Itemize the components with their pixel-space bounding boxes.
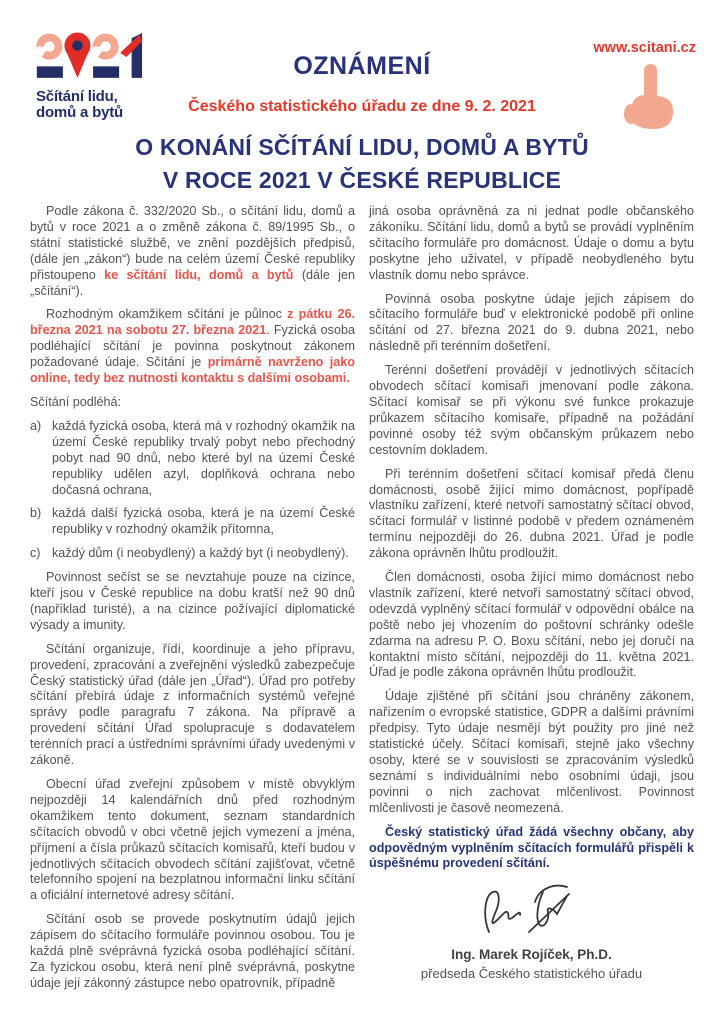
text-segment: Člen domácnosti, osoba žijící mimo domácnost nebo vlastník zařízení, které netvoří samostatný sčítací obvod, odevzdá vyplněný sčítací formulář v odpovědní obálce na poště nebo jej vhozením do poštovní schránky odešle zdarma na adresu P. O. Boxu sčítání, nebo jej doručí na kontaktní místo sčítání, nejpozději do 11. května 2021. Úřad je podle zákona oprávněn lhůtu prodloužit. [369, 570, 694, 680]
text-segment: Povinná osoba poskytne údaje jejich zápisem do sčítacího formuláře buď v elektronické podobě při online sčítání od 27. března 2021 do 9. dubna 2021, nebo následně při terénním došetření. [369, 291, 694, 354]
list-item-text [52, 506, 355, 538]
list-item [30, 506, 355, 538]
list-item [30, 419, 355, 499]
right-column [369, 204, 694, 1000]
highlighted-text: primárně navrženo jako online, tedy bez nutnosti kontaktu s dalšími osobami. [30, 355, 355, 386]
list-marker: a) [30, 418, 42, 433]
signature-block [369, 880, 694, 982]
list-item-text [52, 419, 355, 499]
paragraph [30, 307, 355, 387]
text-segment: každý dům (i neobydlený) a každý byt (i neobydlený). [52, 546, 349, 561]
paragraph [30, 570, 355, 634]
left-column [30, 204, 355, 1000]
paragraph [369, 292, 694, 356]
text-segment: jiná osoba oprávněná za ni jednat podle občanského zákoníku. Sčítání lidu, domů a bytů se provádí vyplněním sčítacího formuláře pro domácnost. Údaje o domu a bytu poskytne jeho uživatel, v případě neobydleného bytu vlastník domu nebo správce. [369, 204, 694, 282]
paragraph [30, 777, 355, 904]
highlighted-text: z pátku 26. března 2021 na sobotu 27. března 2021 [30, 307, 356, 338]
paragraph [30, 912, 355, 992]
text-segment: Český statistický úřad žádá všechny občany, aby odpovědným vyplněním sčítacích formulářů přispěli k úspěšnému provedení sčítání. [369, 824, 694, 871]
paragraph [30, 395, 355, 411]
text-segment: Rozhodným okamžikem sčítání je půlnoc [46, 307, 288, 322]
list-marker: c) [30, 546, 41, 561]
paragraph [369, 467, 694, 562]
text-segment: Údaje zjištěné při sčítání jsou chráněny zákonem, nařízením o evropské statistice, GDPR a dalšími právními předpisy. Tyto údaje nesmějí být použity pro jiné než statistické účely. Sčítací komisaři, stejně jako všechny osoby, které se v souvislosti se zpracováním výsledků seznámí s individuálními nebo osobními údaji, jsou povinni o nich zachovat mlčenlivost. Povinnost mlčenlivosti je časově neomezená. [369, 689, 694, 815]
list-marker: b) [30, 506, 42, 521]
text-segment: Obecní úřad zveřejní způsobem v místě obvyklým nejpozději 14 kalendářních dnů před rozhodným okamžikem tento dokument, seznam standardních sčítacích obvodů v obci včetně jejich vymezení a jména, příjmení a čísla průkazů sčítacích komisařů, kteří budou v jednotlivých sčítacích obvodech sčítání zajišťovat, včetně telefonního spojení na bezplatnou informační linku sčítání a oficiální internetové adresy sčítání. [30, 777, 355, 903]
text-segment: Sčítání osob se provede poskytnutím údajů jejich zápisem do sčítacího formuláře povinnou osobou. Tou je každá plně svéprávná fyzická osoba podléhající sčítání. Za fyzickou osobu, která není plně svéprávná, poskytne údaje její zákonný zástupce nebo opatrovník, případně [30, 912, 355, 990]
signatory-name: Ing. Marek Rojíček, Ph.D. [451, 947, 612, 963]
closing-appeal-paragraph [369, 825, 694, 873]
list-item [30, 546, 355, 562]
paragraph [369, 363, 694, 458]
paragraph [369, 689, 694, 816]
text-segment: Terénní došetření provádějí v jednotlivých sčítacích obvodech sčítací komisaři jmenovaní podle zákona. Sčítací komisař se při výkonu své funkce prokazuje průkazem sčítacího komisaře, případně na požádání povinné osoby též svým občanským průkazem nebo cestovním dokladem. [369, 363, 694, 457]
website-link[interactable]: www.scitani.cz [593, 40, 696, 56]
text-segment: Sčítání podléhá: [30, 394, 122, 409]
logo-caption-line1: Sčítání lidu, [36, 88, 118, 105]
main-heading-line1: O KONÁNÍ SČÍTÁNÍ LIDU, DOMŮ A BYTŮ [135, 134, 589, 160]
text-segment: každá fyzická osoba, která má v rozhodný okamžik na území České republiky trvalý pobyt nebo přechodný pobyt nad 90 dnů, nebo které byl na území České republiky udělen azyl, doplňková ochrana nebo dočasná ochrana, [52, 418, 355, 497]
paragraph [30, 642, 355, 769]
page-subtitle: Českého statistického úřadu ze dne 9. 2. 2021 [188, 98, 536, 115]
document-body [30, 204, 694, 1000]
highlighted-text: ke sčítání lidu, domů a bytů [104, 267, 294, 282]
page-title: OZNÁMENÍ [293, 52, 431, 80]
text-segment: Podle zákona č. 332/2020 Sb., o sčítání lidu, domů a bytů v roce 2021 a o změně zákona č. 89/1995 Sb., o státní statistické službě, ve znění pozdějších předpisů, (dále jen „zákon“) bude na celém území České republiky přistoupeno [30, 204, 355, 282]
paragraph [369, 204, 694, 284]
text-segment: Povinnost sečíst se se nevztahuje pouze na cizince, kteří jsou v České republice na dobu kratší než 90 dnů (například turisté), a na cizince požívající diplomatické výsady a imunity. [30, 570, 355, 632]
list-item-text [52, 546, 355, 562]
main-heading-line2: V ROCE 2021 V ČESKÉ REPUBLICE [162, 167, 562, 193]
right-column-text [369, 204, 694, 872]
paragraph [30, 204, 355, 299]
text-segment: . Fyzická osoba podléhající sčítání je povinna poskytnout zákonem požadované údaje. Sčítání je [30, 323, 355, 370]
text-segment: Při terénním došetření sčítací komisař předá členu domácnosti, osobě žijící mimo domácnost, popřípadě vlastníku zařízení, které netvoří samostatný sčítací obvod, sčítací formulář v listinné podobě v předem oznámeném termínu nejpozději do 26. dubna 2021. Úřad je podle zákona oprávněn lhůtu prodloužit. [369, 466, 694, 561]
signature-icon [457, 880, 607, 940]
paragraph [369, 570, 694, 681]
text-segment: každá další fyzická osoba, která je na území České republiky v rozhodný okamžik přítomna, [52, 506, 355, 537]
signatory-title: předseda Českého statistického úřadu [420, 966, 643, 982]
logo-caption-line2: domů a bytů [36, 104, 123, 121]
text-segment: Sčítání organizuje, řídí, koordinuje a jeho přípravu, provedení, zpracování a zveřejnění výsledků zabezpečuje Český statistický úřad (dále jen „Úřad“). Úřad pro potřeby sčítání přebírá údaje z informačních systémů veřejné správy podle paragrafu 7 zákona. Na přípravě a provedení sčítání Úřad spolupracuje s dodavatelem terénních prací a ústředními správními úřady uvedenými v zákoně. [30, 641, 355, 768]
text-segment: (dále jen „sčítání“). [30, 267, 355, 298]
main-heading [0, 131, 724, 197]
